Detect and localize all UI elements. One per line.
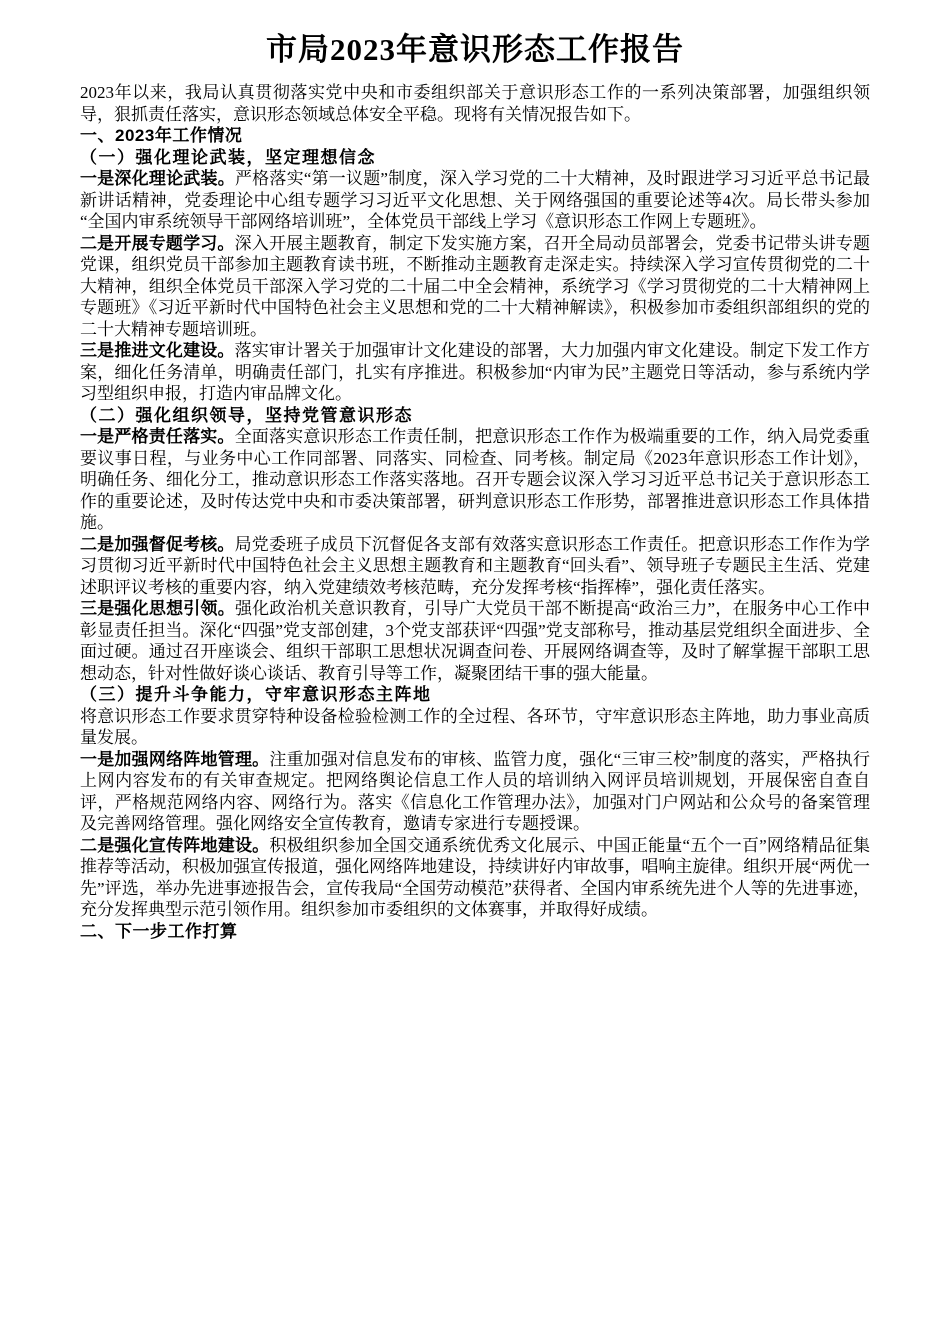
paragraph-item-4-lead: 一是严格责任落实。 (80, 427, 235, 446)
paragraph-item-1 (80, 168, 870, 233)
paragraph-item-5 (80, 534, 870, 599)
report-body (80, 82, 870, 942)
paragraph-item-1-text: 严格落实“第一议题”制度，深入学习党的二十大精神，及时跟进学习习近平总书记最新讲话精神，党委理论中心组专题学习习近平文化思想、关于网络强国的重要论述等4次。局长带头参加“全国内审系统领导干部网络培训班”，全体党员干部线上学习《意识形态工作网上专题班》。 (80, 169, 871, 231)
paragraph-item-2-lead: 二是开展专题学习。 (80, 233, 235, 253)
paragraph-item-5-lead: 二是加强督促考核。 (80, 534, 235, 554)
paragraph-item-6-text: 强化政治机关意识教育，引导广大党员干部不断提高“政治三力”，在服务中心工作中彰显责任担当。深化“四强”党支部创建，3个党支部获评“四强”党支部称号，推动基层党组织全面进步、全面过硬。通过召开座谈会、组织干部职工思想状况调查问卷、开展网络调查等，及时了解掌握干部职工思想动态，针对性做好谈心谈话、教育引导等工作，凝聚团结干事的强大能量。 (80, 599, 871, 683)
paragraph-item-8 (80, 835, 870, 921)
paragraph-item-5-text: 局党委班子成员下沉督促各支部有效落实意识形态工作责任。把意识形态工作作为学习贯彻习近平新时代中国特色社会主义思想主题教育和主题教育“回头看”、领导班子专题民主生活、党建述职评议考核的重要内容，纳入党建绩效考核范畴，充分发挥考核“指挥棒”，强化责任落实。 (80, 534, 871, 597)
paragraph-item-7-lead: 一是加强网络阵地管理。 (80, 749, 270, 769)
paragraph-item-8-text: 积极组织参加全国交通系统优秀文化展示、中国正能量“五个一百”网络精品征集推荐等活动，积极加强宣传报道，强化网络阵地建设，持续讲好内审故事，唱响主旋律。组织开展“两优一先”评选，举办先进事迹报告会，宣传我局“全国劳动模范”获得者、全国内审系统先进个人等的先进事迹，充分发挥典型示范引领作用。组织参加市委组织的文体赛事，并取得好成绩。 (80, 835, 871, 919)
paragraph-item-8-lead: 二是强化宣传阵地建设。 (80, 835, 270, 855)
section-heading-1: 一、2023年工作情况 (80, 126, 243, 145)
paragraph-item-6-lead: 三是强化思想引领。 (80, 599, 235, 618)
paragraph-item-2-text: 深入开展主题教育，制定下发实施方案，召开全局动员部署会，党委书记带头讲专题党课，组织党员干部参加主题教育读书班，不断推动主题教育走深走实。持续深入学习宣传贯彻党的二十大精神，组织全体党员干部深入学习党的二十届二中全会精神，系统学习《学习贯彻党的二十大精神网上专题班》《习近平新时代中国特色社会主义思想和党的二十大精神解读》，积极参加市委组织部组织的党的二十大精神专题培训班。 (80, 233, 871, 339)
report-title: 市局2023年意识形态工作报告 (266, 32, 684, 67)
intro-paragraph: 2023年以来，我局认真贯彻落实党中央和市委组织部关于意识形态工作的一系列决策部署，加强组织领导，狠抓责任落实，意识形态领域总体安全平稳。现将有关情况报告如下。 (80, 83, 870, 124)
paragraph-item-3-lead: 三是推进文化建设。 (80, 341, 235, 360)
paragraph-item-7-text: 注重加强对信息发布的审核、监管力度，强化“三审三校”制度的落实，严格执行上网内容发布的有关审查规定。把网络舆论信息工作人员的培训纳入网评员培训规划，开展保密自查自评，严格规范网络内容、网络行为。落实《信息化工作管理办法》，加强对门户网站和公众号的备案管理及完善网络管理。强化网络安全宣传教育，邀请专家进行专题授课。 (80, 749, 871, 833)
paragraph-item-2 (80, 233, 870, 341)
paragraph-item-1-lead: 一是深化理论武装。 (80, 169, 235, 188)
paragraph-item-3 (80, 340, 870, 405)
paragraph-item-3-text: 落实审计署关于加强审计文化建设的部署，大力加强内审文化建设。制定下发工作方案，细化任务清单，明确责任部门，扎实有序推进。积极参加“内审为民”主题党日等活动，参与系统内学习型组织申报，打造内审品牌文化。 (80, 341, 871, 403)
paragraph-item-6 (80, 598, 870, 684)
paragraph-item-7 (80, 749, 870, 835)
subsection-heading-1-3: （三）提升斗争能力，守牢意识形态主阵地 (80, 685, 432, 704)
paragraph-item-4-text: 全面落实意识形态工作责任制，把意识形态工作作为极端重要的工作，纳入局党委重要议事日程，与业务中心工作同部署、同落实、同检查、同考核。制定局《2023年意识形态工作计划》，明确任务、细化分工，推动意识形态工作落实落地。召开专题会议深入学习习近平总书记关于意识形态工作的重要论述，及时传达党中央和市委决策部署，研判意识形态工作形势，部署推进意识形态工作具体措施。 (80, 427, 871, 532)
paragraph-item-4 (80, 426, 870, 534)
subsection-heading-1-2: （二）强化组织领导，坚持党管意识形态 (80, 405, 413, 425)
paragraph-plain-1: 将意识形态工作要求贯穿特种设备检验检测工作的全过程、各环节，守牢意识形态主阵地，助力事业高质量发展。 (80, 706, 870, 747)
section-heading-2: 二、下一步工作打算 (80, 921, 238, 941)
subsection-heading-1-1: （一）强化理论武装，坚定理想信念 (80, 147, 376, 167)
